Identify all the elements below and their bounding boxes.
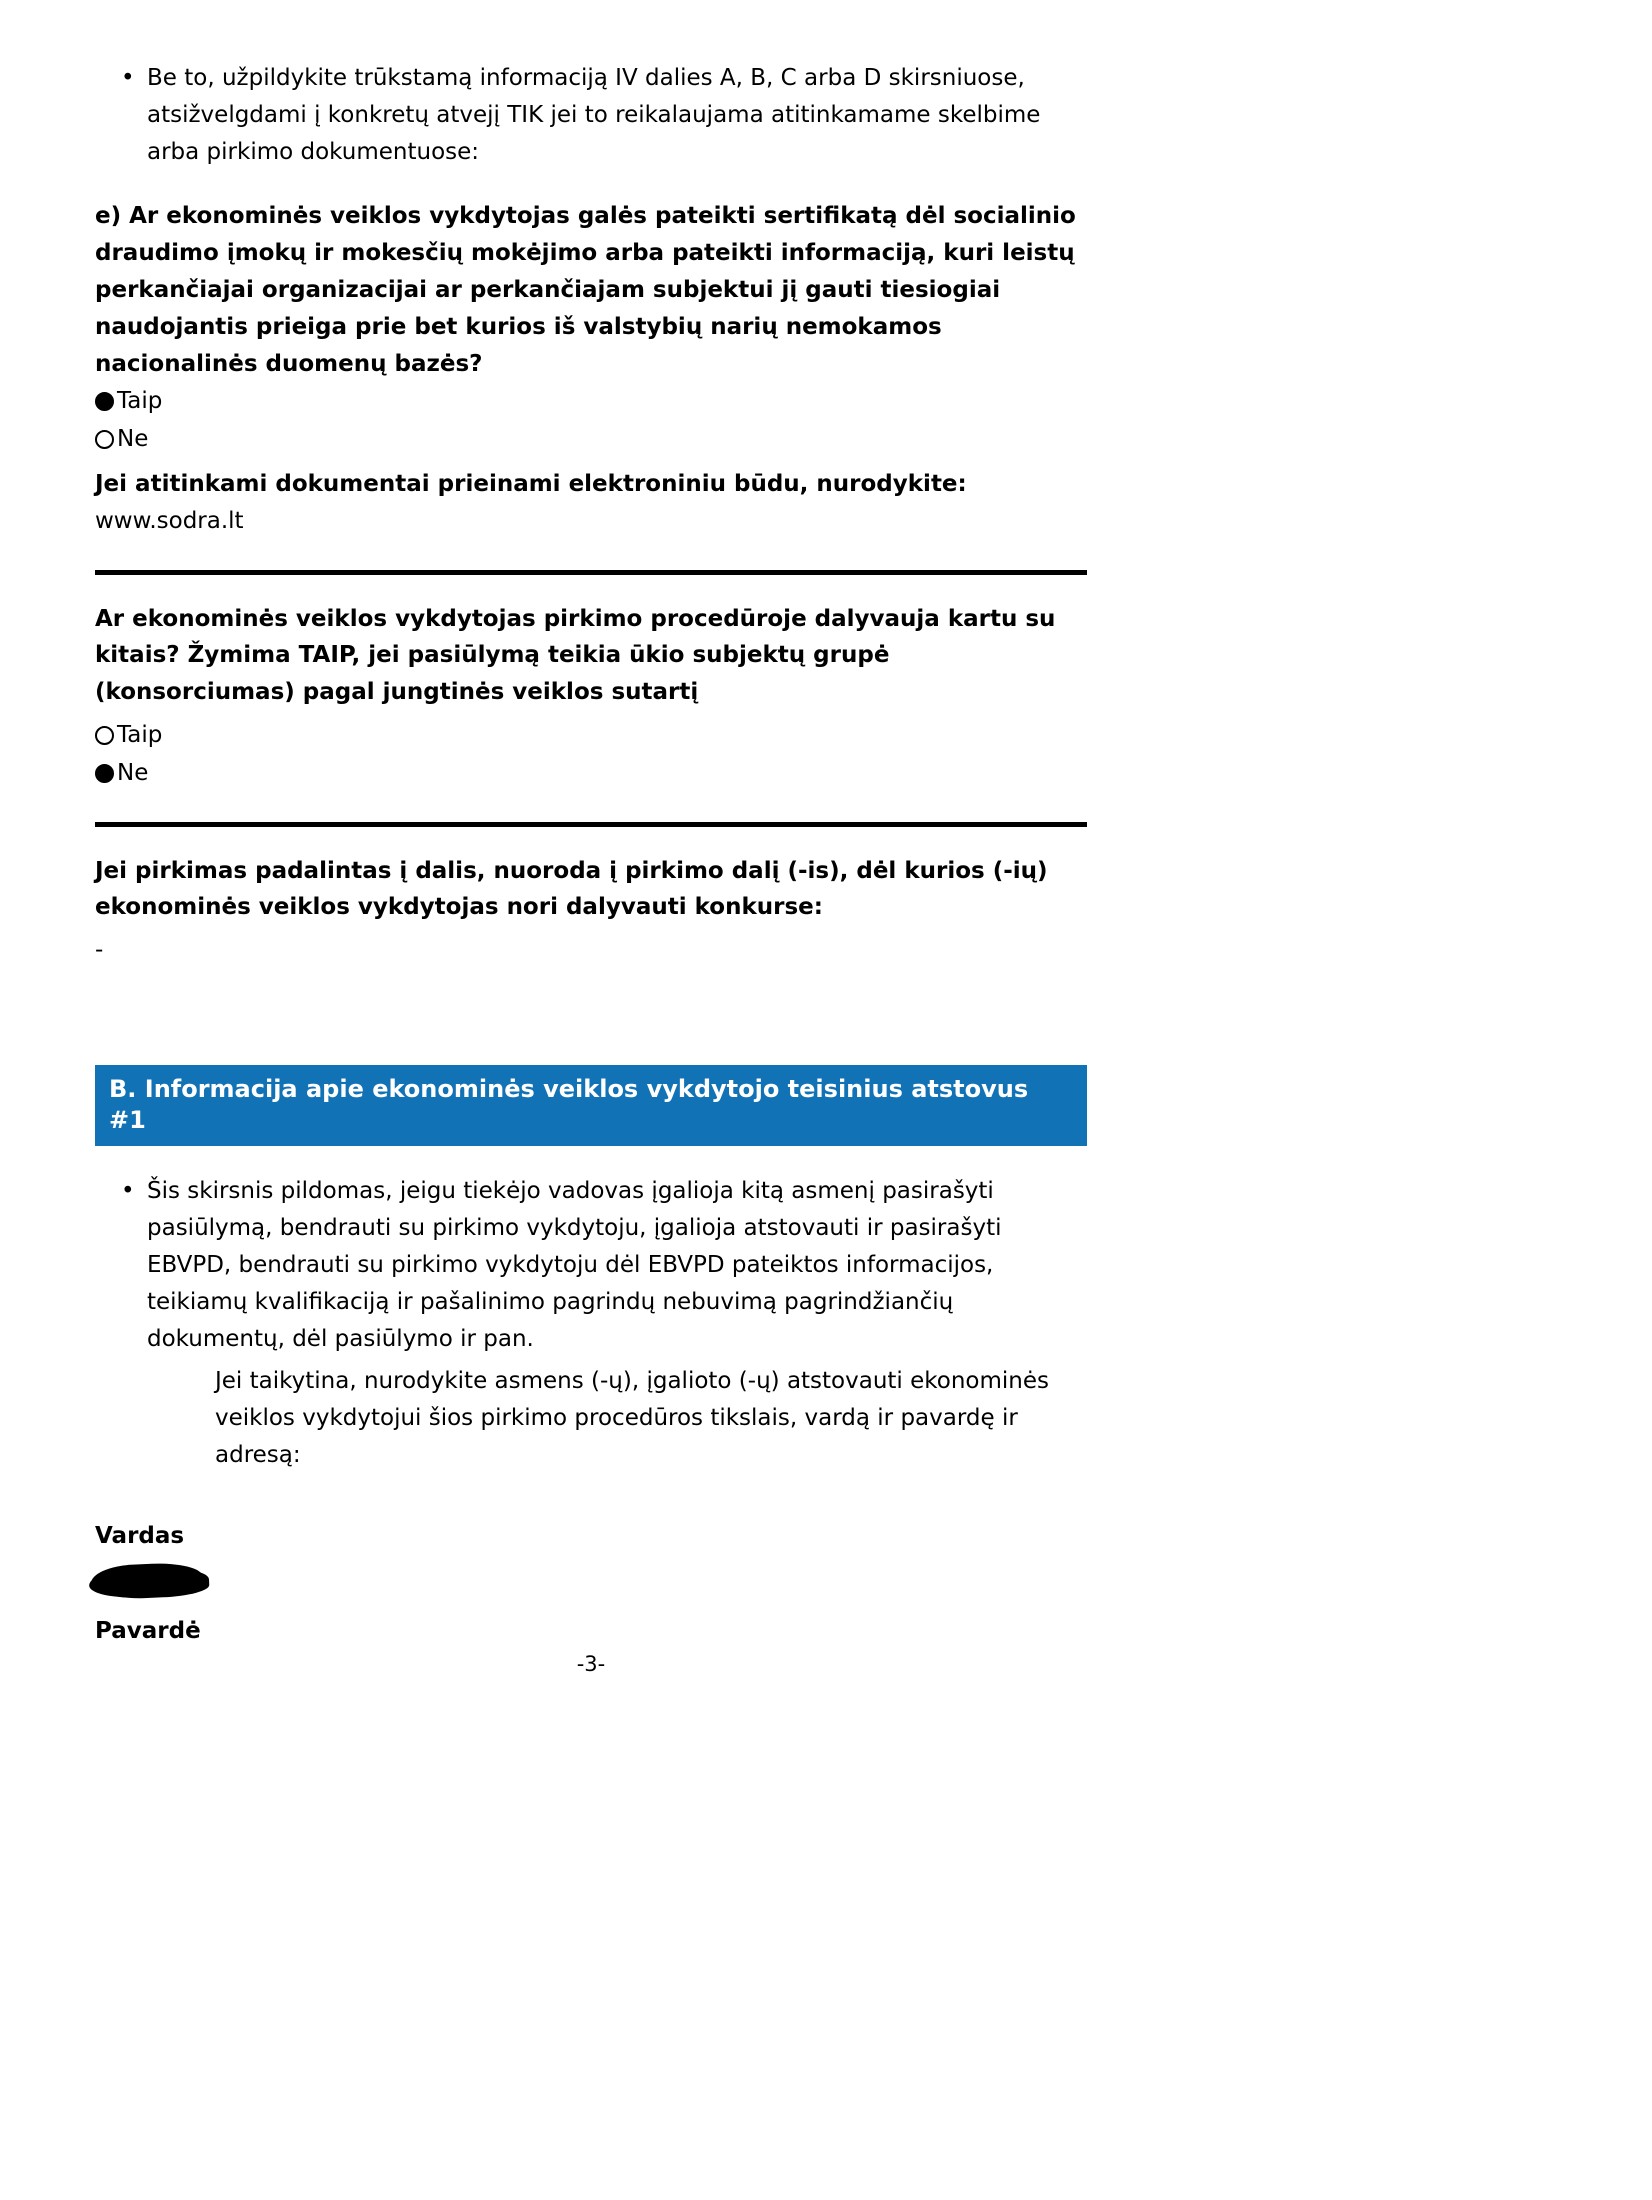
field-vardas-label: Vardas <box>95 1522 185 1549</box>
question-group-block <box>95 601 1087 792</box>
radio-unselected-icon[interactable] <box>95 726 114 745</box>
question-lots-block <box>95 853 1087 969</box>
question-lots-text: Jei pirkimas padalintas į dalis, nuoroda į pirkimo dalį (-is), dėl kurios (-ių) ekonominės veiklos vykdytojas nori dalyvauti konkurse: <box>95 857 1048 921</box>
question-lots-value: - <box>95 937 104 964</box>
radio-label: Ne <box>117 426 149 453</box>
radio-selected-icon[interactable] <box>95 764 114 783</box>
section-b-bullet <box>95 1173 1087 1357</box>
section-divider <box>95 570 1087 575</box>
question-group-text: Ar ekonominės veiklos vykdytojas pirkimo procedūroje dalyvauja kartu su kitais? Žymima TAIP, jei pasiūlymą teikia ūkio subjektų grupė (konsorciumas) pagal jungtinės veiklos sutartį <box>95 605 1056 706</box>
radio-unselected-icon[interactable] <box>95 430 114 449</box>
question-e-block <box>95 198 1087 539</box>
radio-label: Taip <box>117 721 163 748</box>
question-e-followup-value: www.sodra.lt <box>95 507 244 534</box>
document-content <box>95 60 1087 1680</box>
question-group-option-taip[interactable] <box>95 717 1087 754</box>
question-group-option-ne[interactable] <box>95 755 1087 792</box>
question-e-text: e) Ar ekonominės veiklos vykdytojas galės pateikti sertifikatą dėl socialinio draudimo įmokų ir mokesčių mokėjimo arba pateikti informaciją, kuri leistų perkančiajai organizacijai ar perkančiajam subjektui jį gauti tiesiogiai naudojantis prieiga prie bet kurios iš valstybių narių nemokamos nacionalinės duomenų bazės? <box>95 203 1076 377</box>
question-e-followup-label: Jei atitinkami dokumentai prieinami elektroniniu būdu, nurodykite: <box>95 470 967 497</box>
question-e-option-ne[interactable] <box>95 421 1087 458</box>
question-e-option-taip[interactable] <box>95 383 1087 420</box>
radio-selected-icon[interactable] <box>95 392 114 411</box>
redacted-name-scribble <box>90 1562 203 1600</box>
intro-bullet <box>95 60 1087 170</box>
section-b-bullet-text: Šis skirsnis pildomas, jeigu tiekėjo vadovas įgalioja kitą asmenį pasirašyti pasiūlymą, bendrauti su pirkimo vykdytoju, įgalioja atstovauti ir pasirašyti EBVPD, bendrauti su pirkimo vykdytoju dėl EBVPD pateiktos informacijos, teikiamų kvalifikaciją ir pašalinimo pagrindų nebuvimą pagrindžiančių dokumentų, dėl pasiūlymo ir pan. <box>147 1178 1002 1352</box>
page-number: -3- <box>576 1652 606 1677</box>
section-divider <box>95 822 1087 827</box>
radio-label: Taip <box>117 388 163 415</box>
intro-bullet-text: Be to, užpildykite trūkstamą informaciją IV dalies A, B, C arba D skirsniuose, atsižvelgdami į konkretų atvejį TIK jei to reikalaujama atitinkamame skelbime arba pirkimo dokumentuose: <box>147 65 1041 165</box>
section-b-instruction: Jei taikytina, nurodykite asmens (-ų), įgalioto (-ų) atstovauti ekonominės veiklos vykdytojui šios pirkimo procedūros tikslais, vardą ir pavardę ir adresą: <box>215 1368 1050 1468</box>
section-b-header: B. Informacija apie ekonominės veiklos vykdytojo teisinius atstovus #1 <box>95 1065 1087 1146</box>
radio-label: Ne <box>117 759 149 786</box>
field-pavarde-label: Pavardė <box>95 1618 201 1645</box>
